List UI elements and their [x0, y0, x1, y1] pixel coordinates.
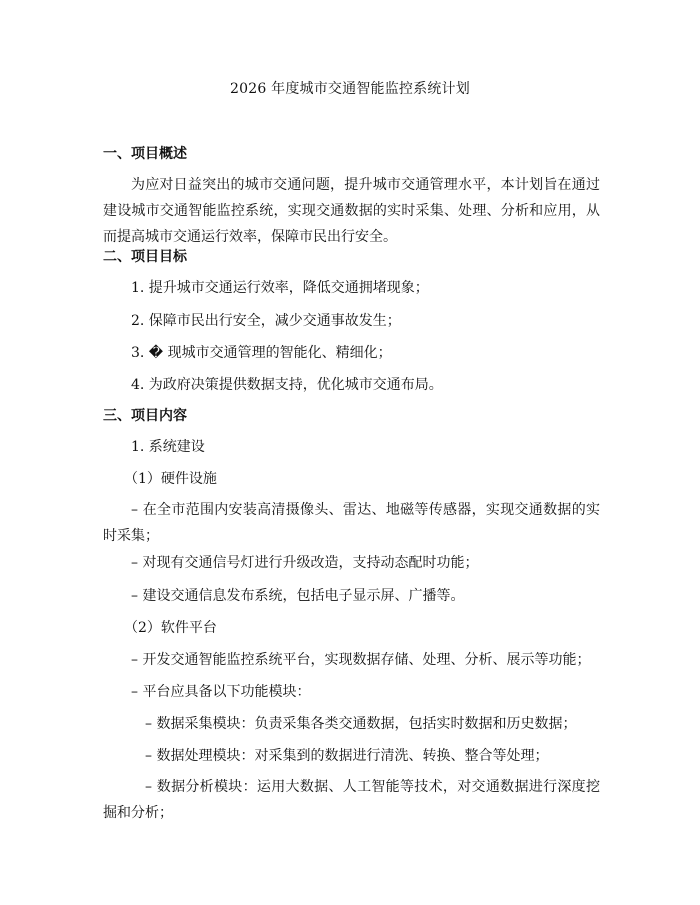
section-heading-content: 三、项目内容 — [103, 408, 187, 424]
goal-item: 1. 提升城市交通运行效率，降低交通拥堵现象； — [131, 280, 429, 296]
document-title: 2026 年度城市交通智能监控系统计划 — [230, 81, 470, 97]
goal-item: 3. � 现城市交通管理的智能化、精细化； — [131, 345, 392, 361]
software-item: – 开发交通智能监控系统平台，实现数据存储、处理、分析、展示等功能； — [131, 652, 591, 668]
overview-paragraph: 为应对日益突出的城市交通问题，提升城市交通管理水平，本计划旨在通过建设城市交通智能监控系统，实现交通数据的实时采集、处理、分析和应用，从而提高城市交通运行效率，保障市民出行安全。 — [103, 177, 600, 245]
content-subsection-title: 1. 系统建设 — [131, 439, 205, 455]
software-module-item: – 数据处理模块：对采集到的数据进行清洗、转换、整合等处理； — [145, 748, 549, 764]
hardware-item: – 建设交通信息发布系统，包括电子显示屏、广播等。 — [131, 588, 465, 604]
software-heading: （2）软件平台 — [124, 620, 217, 636]
section-heading-overview: 一、项目概述 — [103, 146, 187, 162]
goal-item: 2. 保障市民出行安全，减少交通事故发生； — [131, 313, 401, 329]
hardware-item: – 对现有交通信号灯进行升级改造，支持动态配时功能； — [131, 555, 479, 571]
hardware-item: – 在全市范围内安装高清摄像头、雷达、地磁等传感器，实现交通数据的实时采集； — [103, 502, 600, 544]
software-module-item: – 数据采集模块：负责采集各类交通数据，包括实时数据和历史数据； — [145, 716, 577, 732]
software-module-item: – 数据分析模块：运用大数据、人工智能等技术，对交通数据进行深度挖掘和分析； — [103, 779, 600, 821]
section-heading-goals: 二、项目目标 — [103, 249, 187, 265]
software-item: – 平台应具备以下功能模块： — [131, 684, 311, 700]
hardware-heading: （1）硬件设施 — [124, 471, 217, 487]
goal-item: 4. 为政府决策提供数据支持，优化城市交通布局。 — [131, 377, 443, 393]
